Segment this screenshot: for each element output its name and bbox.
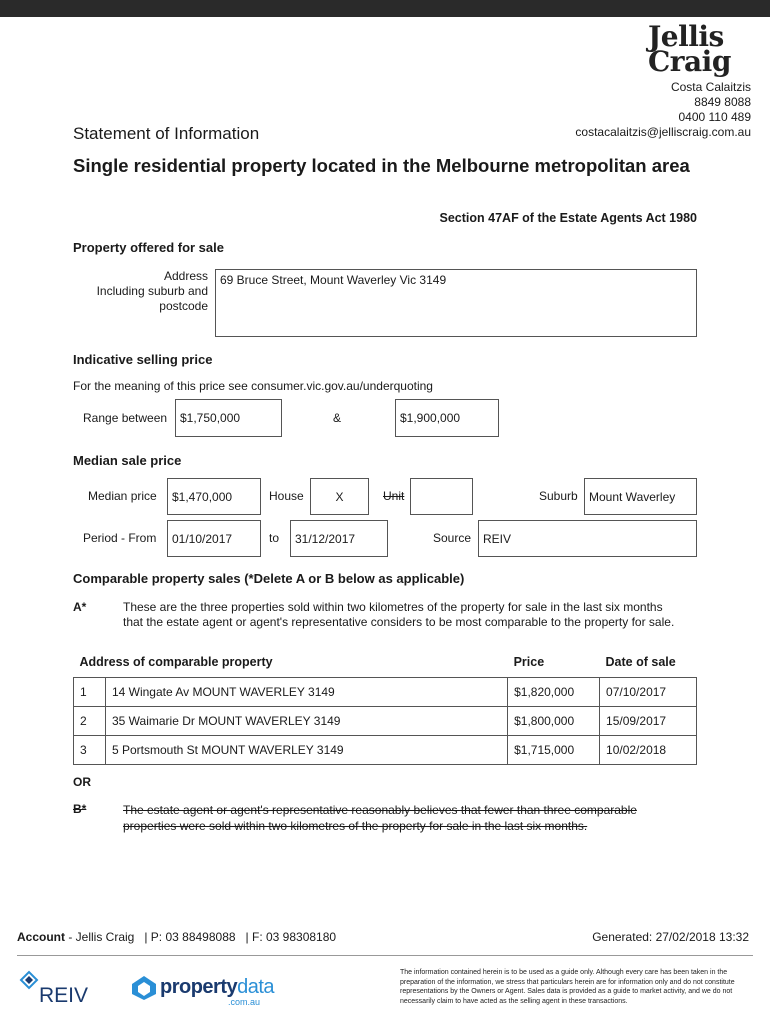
logo-line-1: Jellis [648,20,724,53]
address-label [97,269,208,314]
row-number: 2 [74,707,106,736]
option-b-text: The estate agent or agent's representative reasonably believes that fewer than three comparable properties were sold within two kilometres of the property for sale in the last six months. [123,803,637,833]
comparable-section-title: Comparable property sales (*Delete A or B below as applicable) [73,571,465,586]
period-from-field[interactable]: 01/10/2017 [167,520,261,557]
median-price-label: Median price [88,489,157,503]
range-high-field[interactable]: $1,900,000 [395,399,499,437]
suburb-field[interactable]: Mount Waverley [584,478,697,515]
address-label-line-3: postcode [159,299,208,313]
address-label-line-2: Including suburb and [96,284,208,298]
agent-name: Costa Calaitzis [670,80,751,94]
reiv-logo [17,970,97,1010]
row-address[interactable]: 14 Wingate Av MOUNT WAVERLEY 3149 [105,678,507,707]
footer-divider [17,955,753,956]
option-a-text: These are the three properties sold within two kilometres of the property for sale in the last six months that the estate agent or agent's representative considers to be most comparable to the property for sale. [123,600,675,629]
propertydata-wordmark [160,976,274,999]
agent-mobile: 0400 110 489 [678,110,751,124]
unit-checkbox[interactable] [410,478,473,515]
house-checkbox[interactable]: X [310,478,369,515]
account-details: - Jellis Craig | P: 03 88498088 | F: 03 98308180 [65,930,337,944]
row-price[interactable]: $1,800,000 [508,707,600,736]
row-price[interactable]: $1,820,000 [508,678,600,707]
comparable-table-header [74,651,697,678]
pd-accent: data [237,976,275,998]
propertydata-domain: .com.au [228,997,261,1007]
address-field[interactable]: 69 Bruce Street, Mount Waverley Vic 3149 [215,269,697,337]
row-number: 1 [74,678,106,707]
disclaimer-text: The information contained herein is to be used as a guide only. Although every care has been taken in the preparation of the information, we stress that particulars herein are for information only and do not constitute representations by the Owners or Agent. Sales data is provided as a guide to market activity, and we do not necessarily claim to have acted as the selling agent in these transactions. [400,969,735,1005]
section-reference: Section 47AF of the Estate Agents Act 1980 [439,211,697,225]
propertydata-icon [130,974,158,1002]
pd-main: property [160,976,238,998]
range-label: Range between [83,411,168,425]
jellis-craig-logo [648,20,738,78]
period-to-field[interactable]: 31/12/2017 [290,520,388,557]
footer-account [17,930,336,944]
suburb-label: Suburb [539,489,578,503]
indicative-section-title: Indicative selling price [73,352,213,367]
agent-phone: 8849 8088 [694,95,751,109]
house-label: House [269,489,304,503]
reiv-text: REIV [39,984,89,1007]
top-bar [0,0,770,17]
header-date: Date of sale [605,655,676,669]
row-date[interactable]: 10/02/2018 [600,736,697,765]
row-date[interactable]: 07/10/2017 [600,678,697,707]
propertydata-logo [130,972,280,1008]
row-number: 3 [74,736,106,765]
address-label-line-1: Address [163,269,208,283]
unit-label: Unit [383,489,405,503]
document-title: Statement of Information [73,124,260,143]
range-and-label: & [333,411,342,425]
document-heading: Single residential property located in the Melbourne metropolitan area [73,155,690,176]
agent-email[interactable]: costacalaitzis@jelliscraig.com.au [575,125,751,139]
option-a-label: A* [73,600,87,614]
logo-line-2: Craig [648,45,731,78]
account-label: Account [17,930,65,944]
source-field[interactable]: REIV [478,520,697,557]
or-label: OR [73,775,91,789]
indicative-note: For the meaning of this price see consumer.vic.gov.au/underquoting [73,379,433,393]
table-row [74,678,697,707]
row-address[interactable]: 35 Waimarie Dr MOUNT WAVERLEY 3149 [105,707,507,736]
period-from-label: Period - From [83,531,157,545]
row-price[interactable]: $1,715,000 [508,736,600,765]
range-low-field[interactable]: $1,750,000 [175,399,282,437]
median-price-field[interactable]: $1,470,000 [167,478,261,515]
generated-timestamp: Generated: 27/02/2018 13:32 [592,930,749,944]
source-label: Source [433,531,472,545]
period-to-label: to [269,531,280,545]
row-date[interactable]: 15/09/2017 [600,707,697,736]
property-section-title: Property offered for sale [73,240,224,255]
table-row [74,707,697,736]
agent-contact [575,80,751,140]
row-address[interactable]: 5 Portsmouth St MOUNT WAVERLEY 3149 [105,736,507,765]
header-price: Price [513,655,545,669]
option-b-label: B* [73,802,87,816]
comparable-table [73,651,697,765]
median-section-title: Median sale price [73,453,182,468]
table-row [74,736,697,765]
header-address: Address of comparable property [79,655,273,669]
